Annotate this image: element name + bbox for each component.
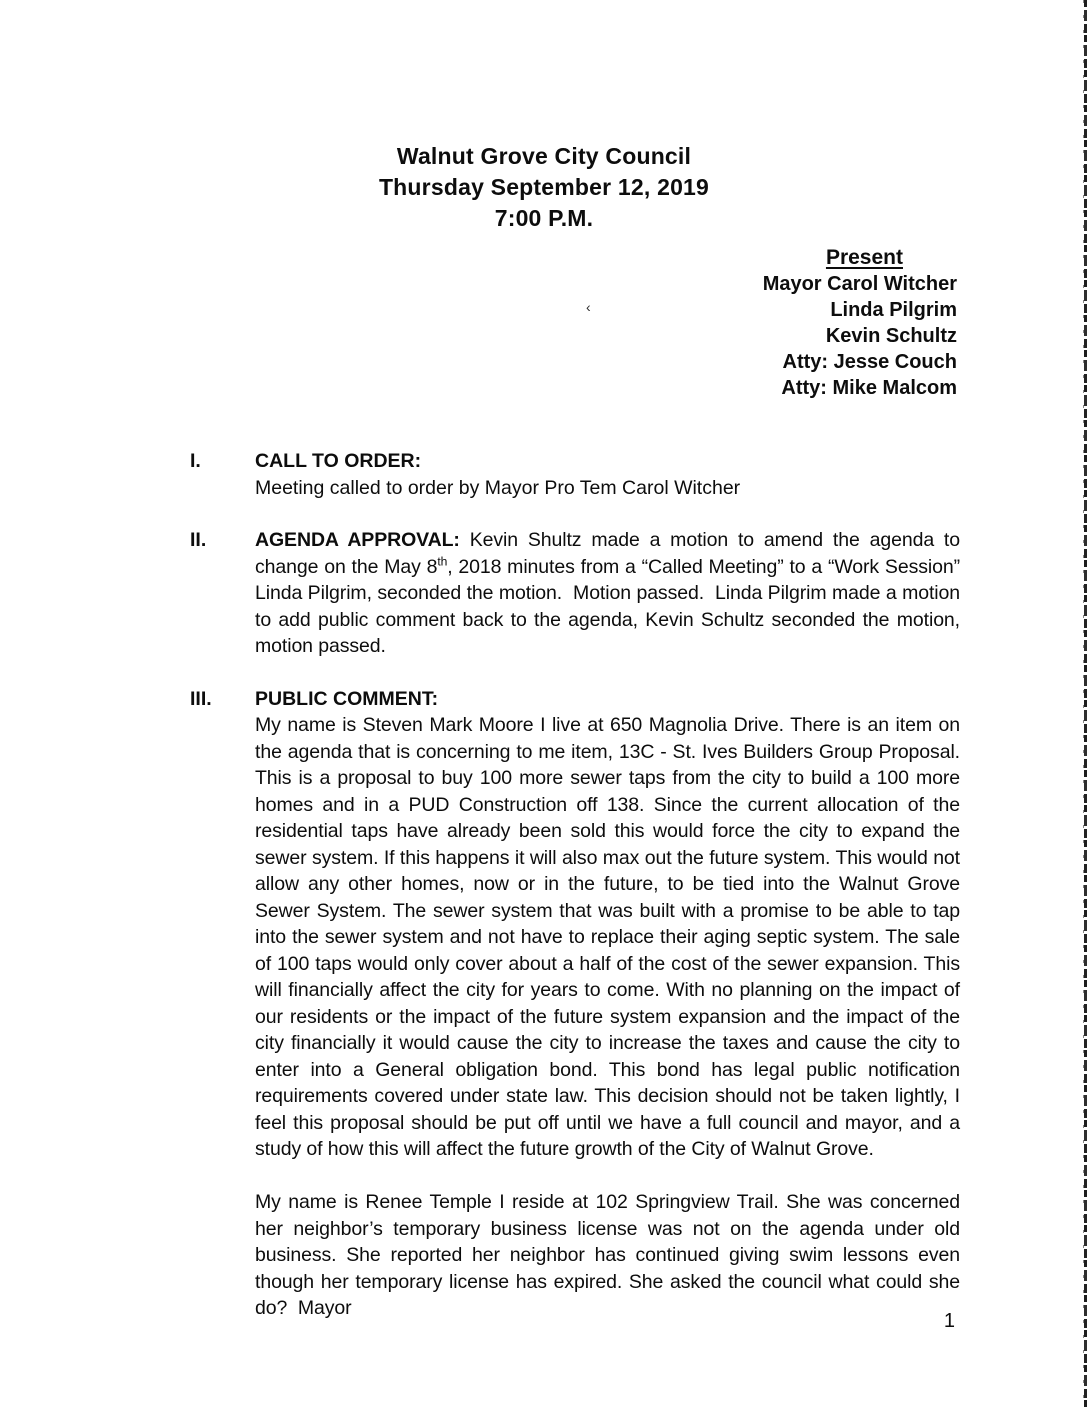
title-line-2: Thursday September 12, 2019: [378, 174, 710, 200]
section-numeral-2: II.: [190, 529, 207, 551]
section-heading-public-comment: PUBLIC COMMENT:: [255, 687, 439, 710]
attendee-atty-jesse-couch: Atty: Jesse Couch: [782, 351, 957, 373]
section-heading-call-to-order: CALL TO ORDER:: [255, 450, 422, 472]
present-heading: Present: [825, 246, 903, 269]
ordinal-superscript: th: [437, 554, 448, 568]
attendee-atty-mike-malcom: Atty: Mike Malcom: [781, 377, 957, 399]
attendee-kevin-schultz: Kevin Schultz: [825, 325, 957, 347]
page-number: 1: [943, 1310, 955, 1332]
attendee-mayor: Mayor Carol Witcher: [762, 273, 957, 295]
section-call-to-order: [190, 448, 962, 501]
scan-edge-artifact-secondary: [1083, 0, 1084, 1408]
attendee-linda-pilgrim: Linda Pilgrim: [830, 299, 957, 321]
call-to-order-body: Meeting called to order by Mayor Pro Tem Carol Witcher: [255, 476, 741, 499]
present-heading-line: [0, 245, 957, 271]
minutes-sections: [190, 448, 966, 1322]
present-block: [0, 245, 1088, 401]
section-heading-agenda-approval: AGENDA APPROVAL:: [255, 529, 460, 551]
section-agenda-approval: [190, 527, 966, 660]
section-content-3: [255, 686, 966, 1322]
scan-stray-mark: ‹: [586, 299, 591, 315]
section-content-2: [255, 527, 966, 660]
document-title: [0, 0, 1088, 234]
section-content-1: [255, 448, 960, 501]
public-comment-paragraph-1: My name is Steven Mark Moore I live at 650 Magnolia Drive. There is an item on the agenda that is concerning to me item, 13C - St. Ives Builders Group Proposal. This is a proposal to buy 100 more sewer taps from the city to build a 100 more homes and in a PUD Construction off 138. Since the current allocation of the residential taps have already been sold this would force the city to expand the sewer system. If this happens it will also max out the future system. This would not allow any other homes, now or in the future, to be tied into the Walnut Grove Sewer System. The sewer system that was built with a promise to be able to tap into the sewer system and not have to replace their aging septic system. The sale of 100 taps would only cover about a half of the cost of the sewer expansion. This will financially affect the city for years to come. With no planning on the impact of our residents or the impact of the future system expansion and the impact of the city financially it would cause the city to increase the taxes and cause the city to enter into a General obligation bond. This bond has legal public notification requirements covered under state law. This decision should not be taken lightly, I feel this proposal should be put off until we have a full council and mayor, and a study of how this will affect the future growth of the City of Walnut Grove.: [255, 714, 966, 1160]
agenda-approval-text-after-superscript: , 2018 minutes from a “Called Meeting” to a “Work Session” Linda Pilgrim, seconded the motion. Motion passed. Linda Pilgrim made a motion to add public comment back to the agenda, Kevin Schultz seconded the motion, motion passed.: [255, 555, 966, 657]
scan-edge-artifact: [1084, 0, 1087, 1408]
agenda-approval-text-before-superscript: Kevin Shultz made a motion to amend the agenda to change on the May 8: [255, 529, 966, 578]
section-numeral-1: I.: [190, 450, 201, 472]
public-comment-paragraph-2: My name is Renee Temple I reside at 102 Springview Trail. She was concerned her neighbor’s temporary business license was not on the agenda under old business. She reported her neighbor has continued giving swim lessons even though her temporary license has expired. She asked the council what could she do? Mayor: [255, 1191, 966, 1319]
agenda-approval-paragraph: [255, 527, 966, 660]
title-line-3: 7:00 P.M.: [494, 205, 594, 231]
section-public-comment: [190, 686, 966, 1322]
section-numeral-3: III.: [190, 687, 212, 710]
title-line-1: Walnut Grove City Council: [396, 143, 692, 169]
